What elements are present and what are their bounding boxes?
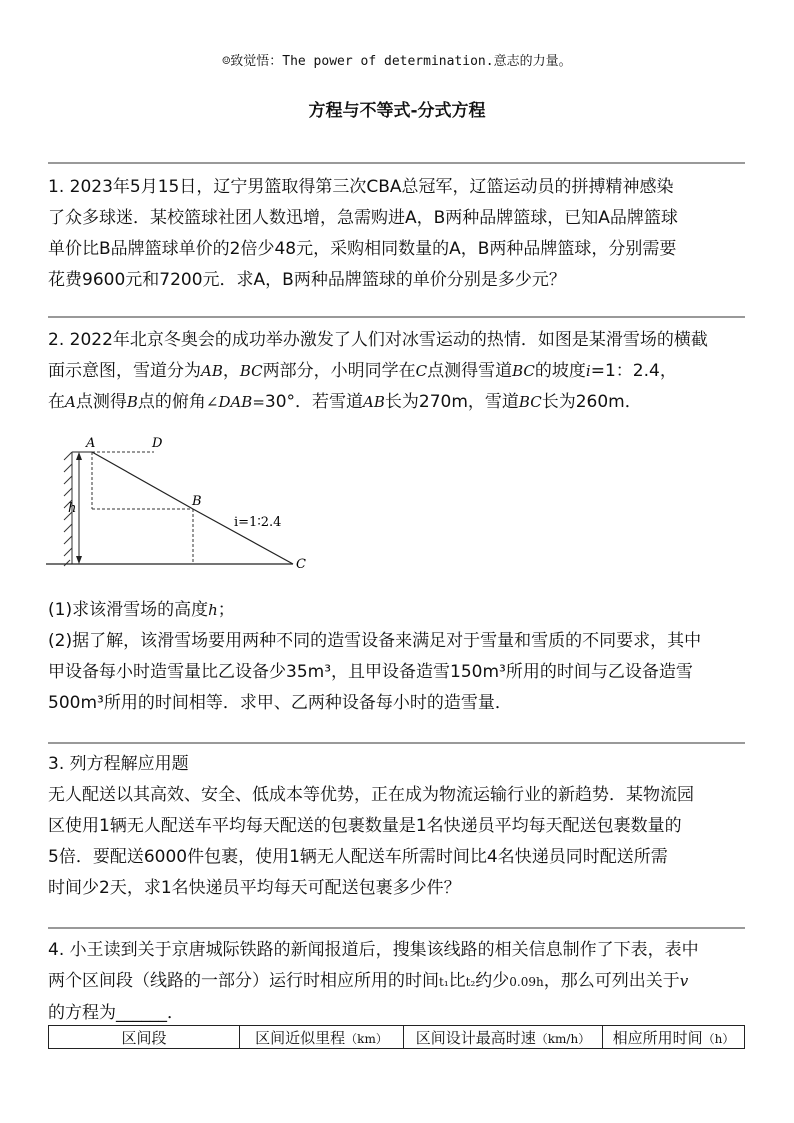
- text: 的坡度: [534, 361, 586, 381]
- q2-sub-1: [48, 595, 748, 626]
- q1-line: 单价比B品牌篮球单价的2倍少48元，采购相同数量的A，B两种品牌篮球，分别需要: [48, 239, 677, 259]
- point-c: C: [415, 362, 428, 380]
- segment-bc: BC: [239, 362, 263, 380]
- arrow-down-icon: [76, 556, 82, 564]
- page-header-motto: ☺致觉悟：The power of determination.意志的力量。: [222, 54, 572, 69]
- text: (1)求该滑雪场的高度: [48, 600, 209, 620]
- header-unit: （km/h）: [535, 1031, 591, 1046]
- label-c: C: [296, 557, 306, 572]
- q2-sub-2-line: 500m³所用的时间相等．求甲、乙两种设备每小时的造雪量．: [48, 693, 512, 713]
- text: 比: [448, 971, 466, 991]
- point-a: A: [65, 393, 76, 411]
- header-unit: （h）: [702, 1031, 735, 1046]
- q1-line: 了众多球迷．某校篮球社团人数迅增，急需购进A，B两种品牌篮球，已知A品牌篮球: [48, 208, 678, 228]
- q3-line: 区使用1辆无人配送车平均每天配送的包裹数量是1名快递员平均每天配送包裹数量的: [48, 816, 682, 836]
- variable-v: v: [679, 972, 689, 990]
- question-4: [48, 935, 748, 1029]
- label-d: D: [152, 436, 163, 451]
- angle-value: 30°．若雪道: [264, 392, 364, 412]
- q4-line-1: 4. 小王读到关于京唐城际铁路的新闻报道后，搜集该线路的相关信息制作了下表，表中: [48, 940, 699, 960]
- q2-sub-2-line: 甲设备每小时造雪量比乙设备少35m³，且甲设备造雪150m³所用的时间与乙设备造雪: [48, 662, 693, 682]
- q3-line: 无人配送以其高效、安全、低成本等优势，正在成为物流运输行业的新趋势．某物流园: [48, 785, 694, 805]
- divider: [48, 927, 745, 929]
- text: 长为260m．: [541, 392, 642, 412]
- question-3: [48, 749, 748, 904]
- header-text: 相应所用时间: [612, 1028, 703, 1047]
- point-b: B: [126, 393, 138, 411]
- segment-bc: BC: [518, 393, 542, 411]
- ski-slope-figure: [46, 430, 316, 575]
- table-header-row: [49, 1026, 745, 1049]
- divider: [48, 162, 745, 164]
- label-h: h: [68, 501, 77, 516]
- question-2: [48, 325, 748, 418]
- text: 两部分，小明同学在: [262, 361, 416, 381]
- question-2-parts: [48, 595, 748, 719]
- segment-bc: BC: [512, 362, 535, 380]
- text: 长为270m，雪道: [384, 392, 519, 412]
- text: 点的俯角: [137, 392, 206, 412]
- text: 约少: [475, 971, 510, 991]
- segment-ab: AB: [363, 393, 385, 411]
- text: 两个区间段（线路的一部分）运行时相应所用的时间: [48, 971, 439, 991]
- q2-line-3: [48, 387, 748, 418]
- text: 点测得: [75, 392, 127, 412]
- header-text: 区间设计最高时速: [415, 1028, 536, 1047]
- q4-line-2: [48, 966, 748, 998]
- text: 在: [48, 392, 65, 412]
- q4-line-3: 的方程为______．: [48, 1003, 184, 1023]
- railway-table: [48, 1025, 745, 1049]
- q2-line-1: 2. 2022年北京冬奥会的成功举办激发了人们对冰雪运动的热情．如图是某滑雪场的横截: [48, 330, 708, 350]
- arrow-up-icon: [76, 452, 82, 460]
- label-b: B: [192, 494, 202, 509]
- angle-dab: ∠DAB=: [205, 393, 265, 411]
- time-difference: 0.09h: [509, 975, 544, 989]
- table-header-cell: [404, 1026, 603, 1049]
- text: ；: [217, 600, 235, 620]
- segment-ab: AB: [201, 362, 223, 380]
- table-header-cell: [240, 1026, 404, 1049]
- slope-value: =1：2.4，: [590, 361, 677, 381]
- q2-line-2: [48, 356, 748, 387]
- q3-line: 时间少2天，求1名快递员平均每天可配送包裹多少件？: [48, 878, 461, 898]
- text: 面示意图，雪道分为: [48, 361, 201, 381]
- divider: [48, 316, 745, 318]
- variable-t2: t₂: [465, 975, 476, 989]
- variable-h: h: [208, 601, 218, 619]
- text: ，那么可列出关于: [543, 971, 680, 991]
- header-text: 区间近似里程: [255, 1028, 346, 1047]
- question-1: [48, 172, 748, 296]
- slope-ab: [92, 452, 193, 509]
- header-text: 区间段: [121, 1028, 167, 1047]
- q3-line: 5倍．要配送6000件包裹，使用1辆无人配送车所需时间比4名快递员同时配送所需: [48, 847, 668, 867]
- table-header-cell: [49, 1026, 240, 1049]
- page-title: 方程与不等式-分式方程: [308, 101, 486, 121]
- text: ，: [222, 361, 240, 381]
- label-a: A: [86, 436, 96, 451]
- q3-line: 3. 列方程解应用题: [48, 754, 189, 774]
- q1-line: 花费9600元和7200元．求A，B两种品牌篮球的单价分别是多少元？: [48, 270, 566, 290]
- label-slope: i=1∶2.4: [234, 515, 282, 530]
- variable-t1: t₁: [439, 975, 449, 989]
- table-header-cell: [603, 1026, 745, 1049]
- q2-sub-2-line: (2)据了解，该滑雪场要用两种不同的造雪设备来满足对于雪量和雪质的不同要求，其中: [48, 631, 702, 651]
- header-unit: （km）: [345, 1031, 388, 1046]
- divider: [48, 742, 745, 744]
- text: 点测得雪道: [427, 361, 513, 381]
- slope-variable: i: [585, 362, 591, 380]
- q1-line: 1. 2023年5月15日，辽宁男篮取得第三次CBA总冠军，辽篮运动员的拼搏精神感染: [48, 177, 674, 197]
